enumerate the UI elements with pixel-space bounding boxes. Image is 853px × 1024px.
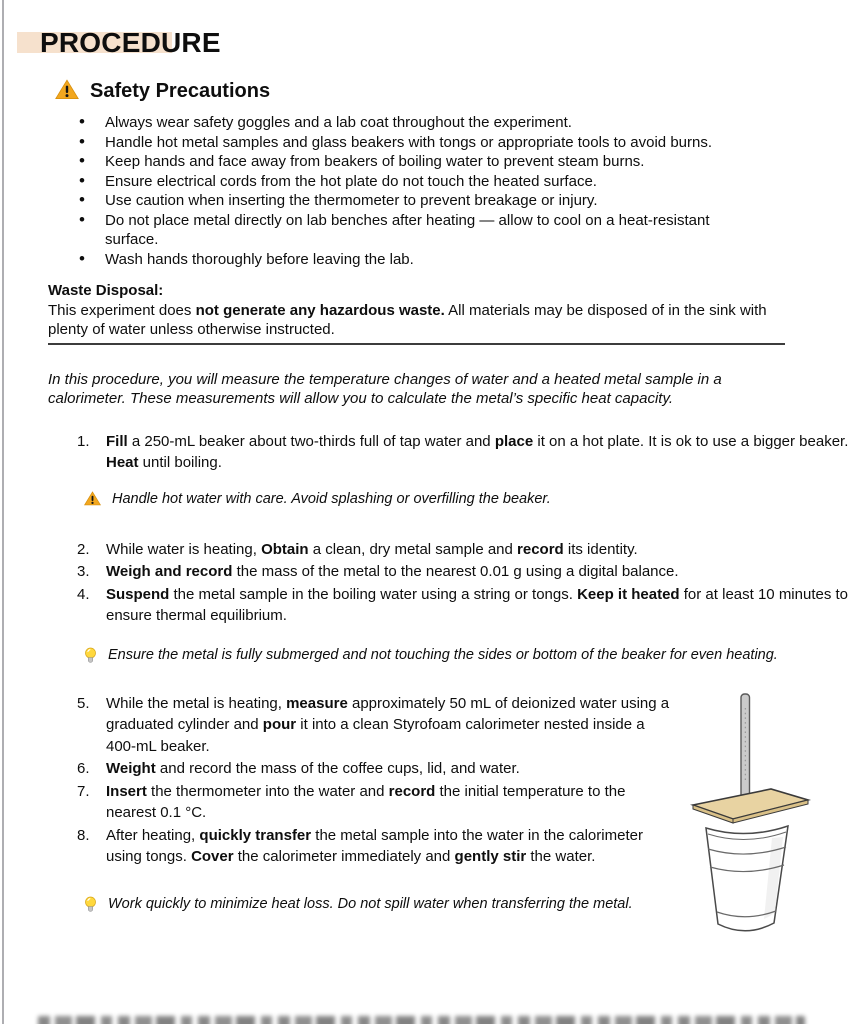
step-number: 3. — [77, 563, 90, 580]
bullet-item: • Use caution when inserting the thermometer to prevent breakage or injury. — [48, 191, 748, 211]
section-divider-rule — [48, 343, 785, 345]
step-text: Suspend the metal sample in the boiling water using a string or tongs. Keep it heated for at least 10 minutes to ensure thermal equilibrium. — [106, 585, 849, 624]
warning-icon — [84, 491, 101, 512]
bullet-item: • Wash hands thoroughly before leaving the lab. — [48, 250, 748, 270]
step-text: Fill a 250-mL beaker about two-thirds full of tap water and place it on a hot plate. It is ok to use a bigger beaker. — [106, 432, 849, 450]
waste-disposal-heading: Waste Disposal: — [48, 282, 164, 299]
step-text: While the metal is heating, measure approximately 50 mL of deionized water using a graduated cylinder and pour it into a clean Styrofoam calorimeter nested inside a 400-mL beaker. — [106, 694, 670, 755]
step-number: 7. — [77, 782, 90, 800]
warning-icon — [55, 79, 79, 104]
step-8 — [48, 825, 672, 868]
page-title: PROCEDURE — [40, 27, 221, 58]
procedure-steps-5-8 — [0, 693, 672, 868]
safety-precautions-heading — [55, 79, 853, 104]
hot-water-warning-note — [84, 490, 784, 512]
step-1 — [48, 431, 853, 474]
step-2 — [48, 539, 853, 561]
procedure-steps-1 — [0, 431, 853, 474]
waste-disposal-paragraph: This experiment does not generate any hazardous waste. All materials may be disposed of in the sink with plenty of water unless otherwise instructed. — [48, 301, 767, 338]
step-text: Weight and record the mass of the coffee cups, lid, and water. — [106, 760, 520, 777]
step-number: 4. — [77, 585, 90, 603]
note-text: Handle hot water with care. Avoid splashing or overfilling the beaker. — [112, 490, 551, 507]
submerge-tip-note — [84, 646, 784, 671]
step-text: While water is heating, Obtain a clean, dry metal sample and record its identity. — [106, 540, 638, 558]
step-number: 5. — [77, 694, 90, 712]
step-text: Heat until boiling. — [106, 454, 222, 471]
step-text: Insert the thermometer into the water and record the initial temperature to the nearest 0.1 °C. — [106, 782, 626, 821]
step-text: Weigh and record the mass of the metal to the nearest 0.01 g using a digital balance. — [106, 563, 679, 580]
bullet-item: • Handle hot metal samples and glass beakers with tongs or appropriate tools to avoid burns. — [48, 133, 748, 153]
lightbulb-icon — [84, 647, 97, 671]
page-edge-line — [2, 0, 4, 1024]
bullet-item: • Keep hands and face away from beakers of boiling water to prevent steam burns. — [48, 152, 748, 172]
bullet-item: • Always wear safety goggles and a lab coat throughout the experiment. — [48, 113, 748, 133]
step-3 — [48, 561, 853, 583]
waste-disposal-section — [48, 281, 785, 340]
bullet-item: • Do not place metal directly on lab benches after heating — allow to cool on a heat-resistant surface. — [48, 211, 748, 250]
safety-precautions-title: Safety Precautions — [90, 80, 271, 102]
step-5 — [48, 693, 672, 758]
bullet-item: • Ensure electrical cords from the hot plate do not touch the heated surface. — [48, 172, 748, 192]
step-number: 2. — [77, 540, 90, 558]
note-text: Ensure the metal is fully submerged and not touching the sides or bottom of the beaker for even heating. — [108, 646, 778, 663]
step-number: 6. — [77, 760, 90, 777]
step-text: After heating, quickly transfer the metal sample into the water in the calorimeter using tongs. Cover the calorimeter immediately and gently stir the water. — [106, 826, 643, 865]
step-number: 8. — [77, 826, 90, 844]
safety-bullet-list — [48, 113, 748, 269]
styrofoam-cup — [706, 826, 788, 931]
procedure-steps-2-4 — [0, 539, 853, 627]
lightbulb-icon — [84, 896, 97, 920]
step-6 — [48, 758, 672, 780]
cutoff-text-row — [38, 1016, 805, 1024]
calorimeter-illustration — [676, 688, 816, 944]
page-title-row — [40, 28, 853, 58]
procedure-intro-note: In this procedure, you will measure the temperature changes of water and a heated metal sample in a calorimeter. These measurements will allow you to calculate the metal’s specific heat capacity. — [48, 370, 722, 407]
step-4 — [48, 584, 853, 627]
calorimeter-lid — [693, 789, 808, 823]
note-text: Work quickly to minimize heat loss. Do not spill water when transferring the metal. — [108, 895, 633, 912]
step-7 — [48, 781, 672, 824]
step-number: 1. — [77, 432, 90, 450]
